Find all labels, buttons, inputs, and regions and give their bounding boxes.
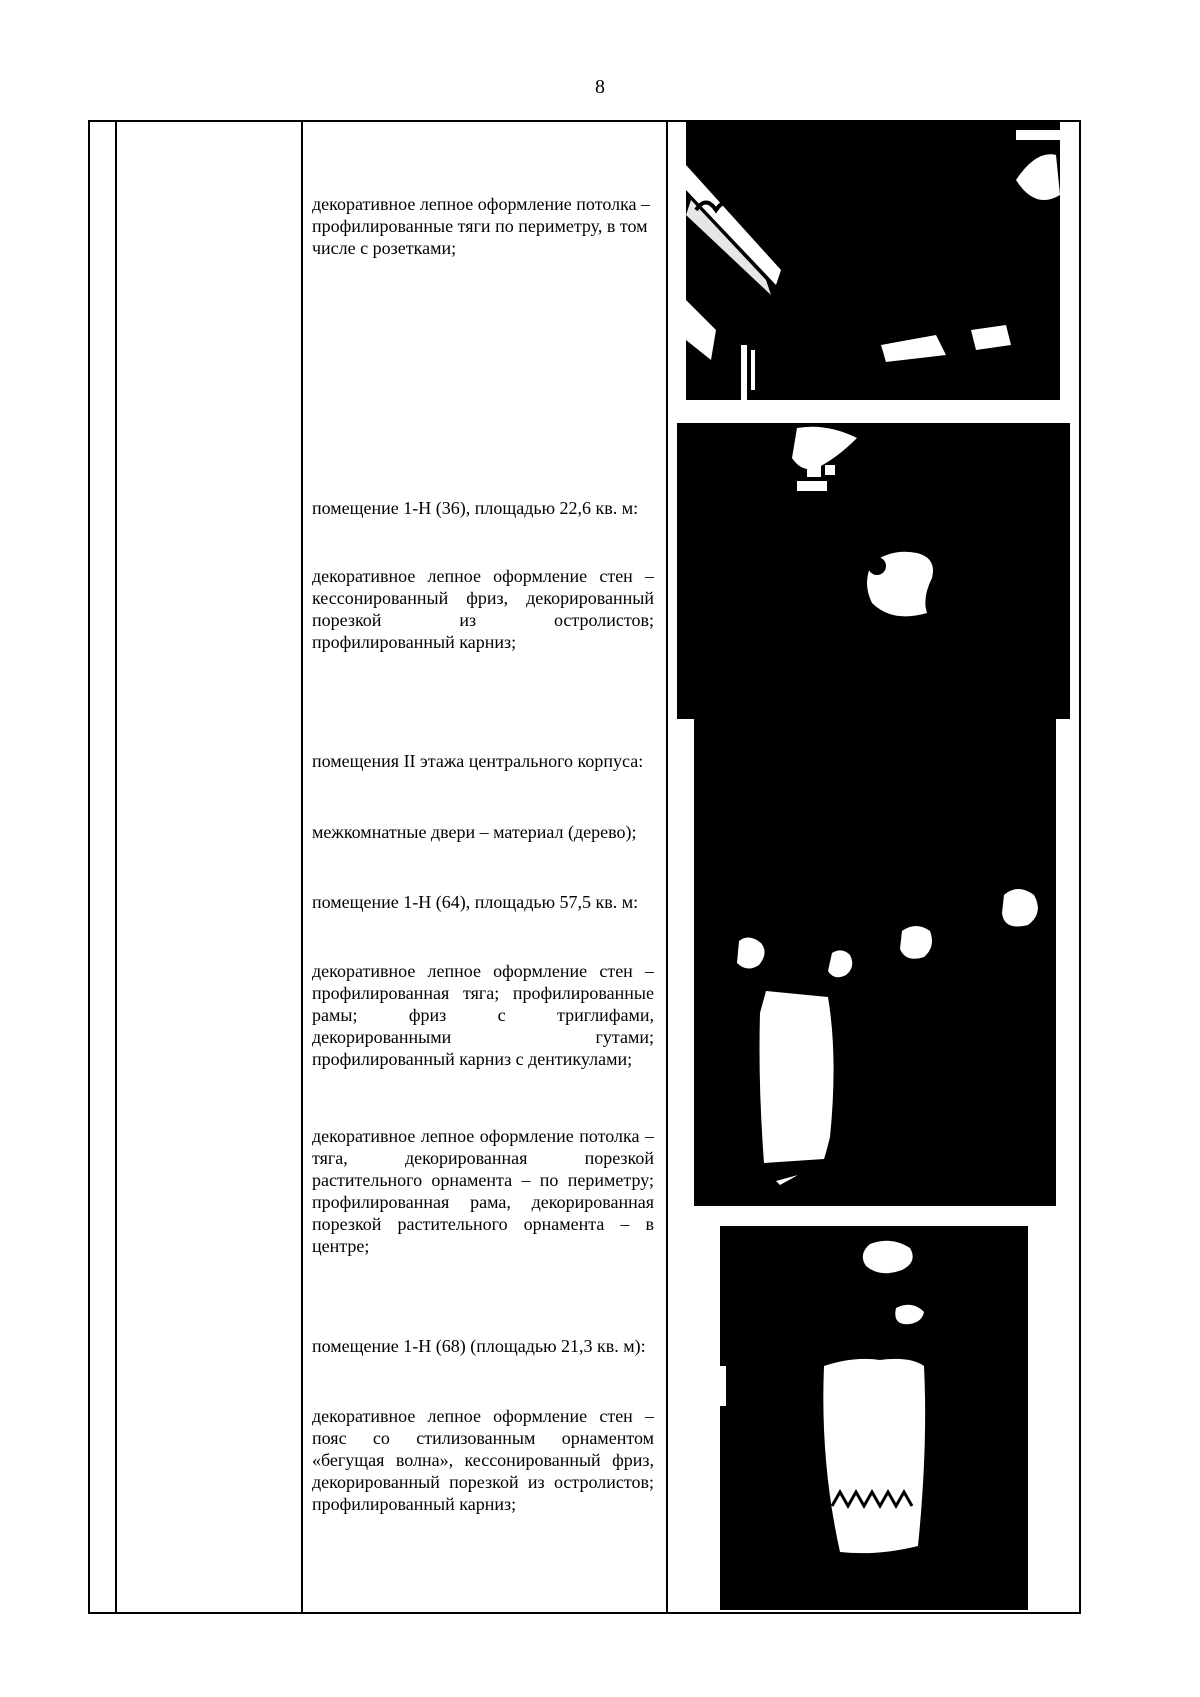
ceiling-molding-photo-graphic bbox=[686, 120, 1060, 400]
wall-frieze-photo-1n36 bbox=[677, 423, 1070, 719]
room-1n64-heading: помещение 1-Н (64), площадью 57,5 кв. м: bbox=[312, 892, 639, 912]
wall-frieze-photo-1n36-graphic bbox=[677, 423, 1070, 719]
column-divider-1 bbox=[115, 120, 117, 1614]
doors-text: межкомнатные двери – материал (дерево); bbox=[312, 822, 637, 842]
ceiling-molding-photo bbox=[686, 120, 1060, 400]
ceiling-molding-text: декоративное лепное оформление потолка – профилированные тяги по периметру, в том числе с розетками; bbox=[312, 194, 651, 258]
column-divider-3 bbox=[666, 120, 668, 1614]
floor-2-heading: помещения II этажа центрального корпуса: bbox=[312, 751, 644, 771]
room-1n64-ceiling-text: декоративное лепное оформление потолка – тяга, декорированная порезкой растительного орнамента – по периметру; профилированная рама, декорированная порезкой растительного орнамента – в центре; bbox=[312, 1126, 654, 1256]
interior-door-wall-photo-1n64 bbox=[694, 719, 1056, 1206]
room-1n36-walls-text: декоративное лепное оформление стен – кессонированный фриз, декорированный порезкой из остролистов; профилированный карниз; bbox=[312, 566, 654, 652]
room-1n68-heading: помещение 1-Н (68) (площадью 21,3 кв. м): bbox=[312, 1336, 646, 1356]
column-divider-2 bbox=[301, 120, 303, 1614]
interior-door-wall-photo-1n64-graphic bbox=[694, 719, 1056, 1206]
wall-frieze-photo-1n68 bbox=[720, 1226, 1028, 1610]
room-1n36-heading: помещение 1-Н (36), площадью 22,6 кв. м: bbox=[312, 498, 639, 518]
page-number: 8 bbox=[595, 76, 605, 98]
wall-frieze-photo-1n68-graphic bbox=[720, 1226, 1028, 1610]
room-1n68-walls-text: декоративное лепное оформление стен – пояс со стилизованным орнаментом «бегущая волна», кессонированный фриз, декорированный порезкой из остролистов; профилированный карниз; bbox=[312, 1406, 654, 1514]
room-1n64-walls-text: декоративное лепное оформление стен – профилированная тяга; профилированные рамы; фриз с триглифами, декорированными гутами; профилированный карниз с дентикулами; bbox=[312, 961, 654, 1069]
